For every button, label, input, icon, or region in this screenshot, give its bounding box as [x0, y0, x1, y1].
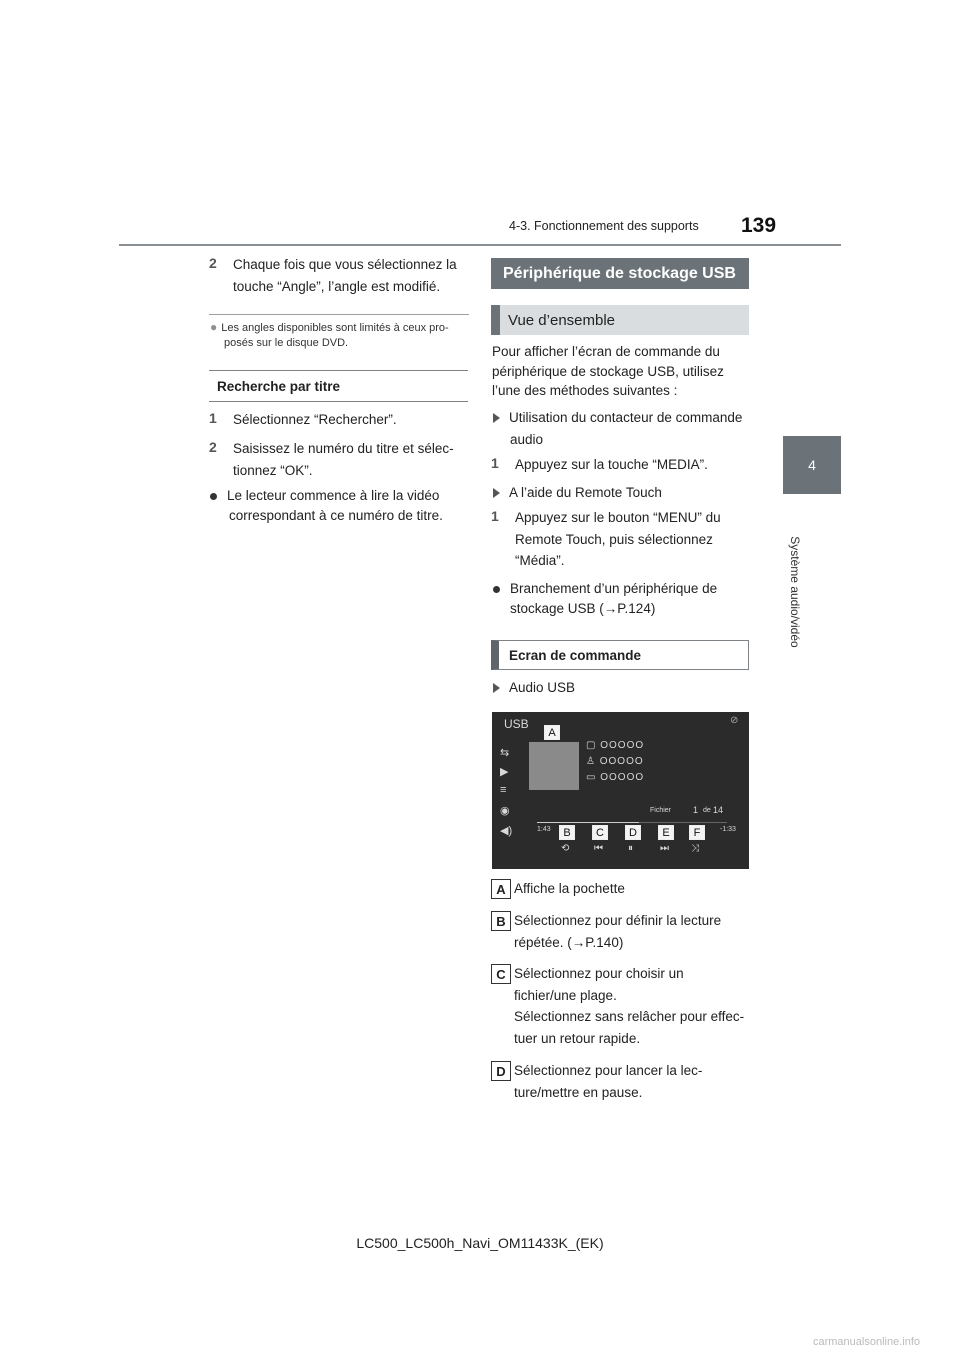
- previous-track-icon[interactable]: ⏮: [594, 843, 603, 854]
- signal-icon: ⊘: [730, 715, 739, 726]
- usb-control-screen: [492, 712, 749, 869]
- source-select-icon: ⇆: [500, 747, 510, 759]
- audio-usb-label: Audio USB: [493, 677, 575, 699]
- chapter-side-label: [781, 536, 809, 648]
- legend-text-b: Sélectionnez pour définir la lecture répétée. (→P.140): [514, 913, 722, 950]
- page-number: 139: [741, 214, 777, 237]
- file-position: 1: [693, 805, 699, 815]
- method-remote-touch-step: [491, 507, 756, 572]
- step-text-line: Remote Touch, puis sélectionnez: [515, 531, 713, 547]
- callout-e: E: [658, 825, 674, 840]
- artist-icon: ♙: [586, 756, 600, 767]
- next-track-icon[interactable]: ⏭: [660, 843, 669, 854]
- step-angle: [209, 254, 469, 297]
- source-label: USB: [504, 717, 529, 731]
- step-text-line: Saisissez le numéro du titre et sélec-: [233, 441, 454, 456]
- step-number: 1: [209, 410, 217, 426]
- bullet-playback: Le lecteur commence à lire la vidéo correspondant à ce numéro de titre.: [210, 486, 475, 526]
- step-text-line: Appuyez sur la touche “MEDIA”.: [515, 457, 708, 472]
- legend-key-b: B: [491, 911, 511, 931]
- step-text-line: “Média”.: [515, 553, 565, 568]
- chapter-title: Système audio/vidéo: [788, 536, 802, 648]
- step-number: 1: [491, 508, 499, 524]
- progress-fill: [537, 822, 639, 823]
- step-text-line: Chaque fois que vous sélectionnez la: [233, 257, 457, 272]
- legend-key-a: A: [491, 879, 511, 899]
- file-icon: ▢: [586, 740, 601, 751]
- step-text-line: Sélectionnez “Rechercher”.: [233, 412, 397, 427]
- section-title: 4-3. Fonctionnement des supports: [509, 219, 699, 233]
- track-artist-line: ♙ OOOOO: [586, 756, 644, 767]
- legend-text-d: Sélectionnez pour lancer la lec- ture/mettre en pause.: [514, 1063, 703, 1100]
- arrow-icon: [493, 683, 500, 693]
- volume-icon: ◀): [500, 825, 513, 837]
- playlist-icon: ≡: [500, 784, 507, 796]
- arrow-icon: [493, 488, 500, 498]
- watermark: carmanualsonline.info: [812, 1336, 920, 1348]
- step-text-line: Appuyez sur le bouton “MENU” du: [515, 510, 721, 525]
- track-folder-line: ▭ OOOOO: [586, 772, 645, 783]
- section-heading: Périphérique de stockage USB: [491, 258, 749, 289]
- bullet-icon: [493, 586, 500, 593]
- intro-paragraph: Pour afficher l’écran de commande du périphérique de stockage USB, utilisez l’une des méthodes suivantes :: [492, 344, 724, 398]
- note-rule: [209, 314, 469, 315]
- pause-icon[interactable]: ⏸: [628, 843, 633, 854]
- play-mode-icon: ▶: [500, 766, 509, 778]
- file-label: Fichier: [650, 807, 672, 814]
- file-total: 14: [713, 805, 724, 815]
- manual-id: LC500_LC500h_Navi_OM11433K_(EK): [356, 1235, 604, 1251]
- subheading-title-search: Recherche par titre: [209, 370, 468, 402]
- subheading-control-screen: Ecran de commande: [491, 640, 749, 670]
- step-text-line: touche “Angle”, l’angle est modifié.: [233, 278, 441, 294]
- step-number: 1: [491, 455, 499, 471]
- section-subheading: Vue d’ensemble: [491, 305, 749, 335]
- repeat-icon[interactable]: ⟲: [561, 843, 570, 854]
- callout-c: C: [592, 825, 608, 840]
- step-search-2: [209, 438, 474, 481]
- chapter-tab: [783, 436, 841, 494]
- track-title-line: ▢ OOOOO: [586, 740, 645, 751]
- callout-a: A: [544, 725, 560, 740]
- view-icon: ◉: [500, 805, 510, 817]
- legend-text-c: Sélectionnez pour choisir un fichier/une plage. Sélectionnez sans relâcher pour effec- tuer un retour rapide.: [514, 966, 745, 1046]
- legend-key-c: C: [491, 964, 511, 984]
- step-search-1: [209, 409, 474, 431]
- remaining-time: -1:33: [720, 826, 736, 833]
- callout-d: D: [625, 825, 641, 840]
- legend-text-a: Affiche la pochette: [514, 881, 625, 896]
- legend-key-d: D: [491, 1061, 511, 1081]
- callout-f: F: [689, 825, 705, 840]
- step-text-line: tionnez “OK”.: [233, 462, 313, 478]
- bullet-usb-connection: Branchement d’un périphérique de stockage USB (→P.124): [493, 579, 758, 619]
- step-number: 2: [209, 255, 217, 271]
- arrow-icon: [493, 413, 500, 423]
- note: ● Les angles disponibles sont limités à ceux pro- posés sur le disque DVD.: [210, 320, 449, 349]
- header-rule: [119, 244, 841, 246]
- elapsed-time: 1:43: [537, 826, 551, 833]
- method-audio-switch-step: [491, 454, 756, 476]
- album-art[interactable]: [529, 742, 579, 790]
- method-audio-switch: Utilisation du contacteur de commande audio: [493, 407, 758, 450]
- chapter-number: 4: [808, 457, 816, 473]
- method-remote-touch: A l’aide du Remote Touch: [493, 482, 758, 504]
- shuffle-icon[interactable]: ⤨: [691, 843, 699, 854]
- note-bullet-icon: ●: [210, 320, 218, 334]
- step-number: 2: [209, 439, 217, 455]
- bullet-icon: [210, 493, 217, 500]
- file-of: de: [703, 807, 711, 814]
- folder-icon: ▭: [586, 772, 601, 783]
- callout-b: B: [559, 825, 575, 840]
